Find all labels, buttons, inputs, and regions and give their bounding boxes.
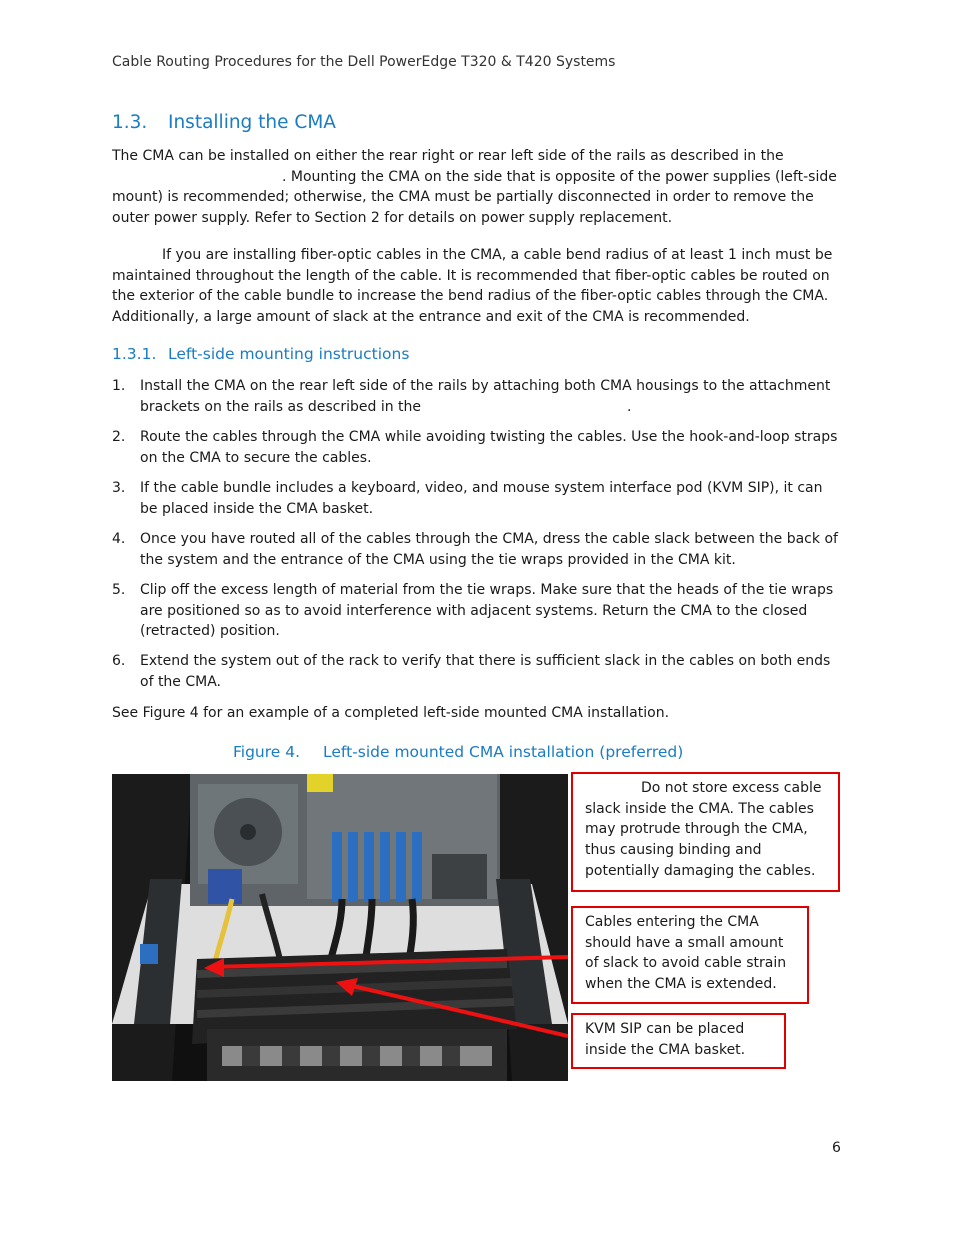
callout-line: Do not store excess cable	[641, 780, 822, 796]
see-figure-text: See Figure 4 for an example of a completed left-side mounted CMA installation.	[112, 705, 670, 721]
callout-line: slack inside the CMA. The cables	[585, 800, 814, 817]
step-text-line: of the CMA.	[140, 673, 222, 690]
callout-box	[571, 1013, 786, 1069]
list-item	[112, 478, 842, 519]
callout-line: potentially damaging the cables.	[585, 862, 816, 879]
step-text-line: Route the cables through the CMA while avoiding twisting the cables. Use the hook-and-loop straps	[140, 429, 838, 445]
subsection-title: Left-side mounting instructions	[168, 345, 410, 363]
step-text-line: the system and the entrance of the CMA using the tie wraps provided in the CMA kit.	[140, 551, 736, 568]
callout-box	[571, 772, 840, 892]
note-line-2: maintained throughout the length of the cable. It is recommended that fiber-optic cables be routed on	[112, 268, 830, 284]
page-number: 6	[832, 1140, 841, 1156]
step-text-line: brackets on the rails as described in the .	[140, 398, 632, 415]
list-item	[112, 376, 842, 417]
step-text-line: Install the CMA on the rear left side of the rails by attaching both CMA housings to the attachment	[140, 378, 831, 394]
intro-line-3: mount) is recommended; otherwise, the CMA must be partially disconnected in order to remove the	[112, 189, 814, 205]
intro-line-1: The CMA can be installed on either the rear right or rear left side of the rails as described in the	[112, 148, 784, 164]
note-line-4: Additionally, a large amount of slack at the entrance and exit of the CMA is recommended.	[112, 309, 750, 325]
intro-line-4: outer power supply. Refer to Section 2 for details on power supply replacement.	[112, 210, 673, 226]
step-text-line: If the cable bundle includes a keyboard, video, and mouse system interface pod (KVM SIP), it can	[140, 480, 823, 496]
callout-line: when the CMA is extended.	[585, 976, 777, 993]
subsection-heading	[112, 345, 409, 363]
section-title: Installing the CMA	[168, 112, 336, 133]
list-item	[112, 580, 842, 642]
step-number: 6.	[112, 653, 126, 669]
list-item	[112, 427, 842, 468]
step-text-line: Extend the system out of the rack to verify that there is sufficient slack in the cables on both ends	[140, 653, 831, 669]
step-number: 3.	[112, 480, 126, 496]
callout-line: of slack to avoid cable strain	[585, 955, 787, 972]
callout-line: Cables entering the CMA	[585, 914, 759, 930]
callout-line: should have a small amount	[585, 934, 784, 951]
figure-caption	[233, 743, 683, 761]
callout-line: inside the CMA basket.	[585, 1041, 746, 1058]
server-rack-illustration	[112, 774, 568, 1081]
cma-installation-photo	[112, 774, 568, 1081]
callout-line: KVM SIP can be placed	[585, 1021, 745, 1037]
step-text-line: Clip off the excess length of material from the tie wraps. Make sure that the heads of the tie wraps	[140, 582, 834, 598]
list-item	[112, 651, 842, 692]
intro-line-2: . Mounting the CMA on the side that is opposite of the power supplies (left-side	[282, 169, 837, 185]
step-number: 4.	[112, 531, 126, 547]
note-line-1: If you are installing fiber-optic cables in the CMA, a cable bend radius of at least 1 inch must be	[162, 247, 833, 263]
step-text-line: be placed inside the CMA basket.	[140, 500, 374, 517]
step-number: 1.	[112, 378, 126, 394]
callout-box	[571, 906, 809, 1004]
subsection-number: 1.3.1.	[112, 345, 157, 363]
figure-title: Left-side mounted CMA installation (preferred)	[323, 743, 684, 761]
step-number: 2.	[112, 429, 126, 445]
section-heading	[112, 112, 336, 133]
step-number: 5.	[112, 582, 126, 598]
step-text-line: on the CMA to secure the cables.	[140, 449, 372, 466]
page-header: Cable Routing Procedures for the Dell PowerEdge T320 & T420 Systems	[112, 54, 616, 70]
step-text-line: are positioned so as to avoid interference with adjacent systems. Return the CMA to the closed	[140, 602, 808, 619]
section-number: 1.3.	[112, 112, 148, 133]
note-line-3: the exterior of the cable bundle to increase the bend radius of the fiber-optic cables through the CMA.	[112, 288, 829, 304]
list-item	[112, 529, 842, 570]
callout-line: may protrude through the CMA,	[585, 821, 808, 838]
step-text-line: Once you have routed all of the cables through the CMA, dress the cable slack between the back of	[140, 531, 838, 547]
figure-number: Figure 4.	[233, 743, 301, 761]
step-text-line: (retracted) position.	[140, 623, 280, 640]
callout-line: thus causing binding and	[585, 842, 762, 859]
